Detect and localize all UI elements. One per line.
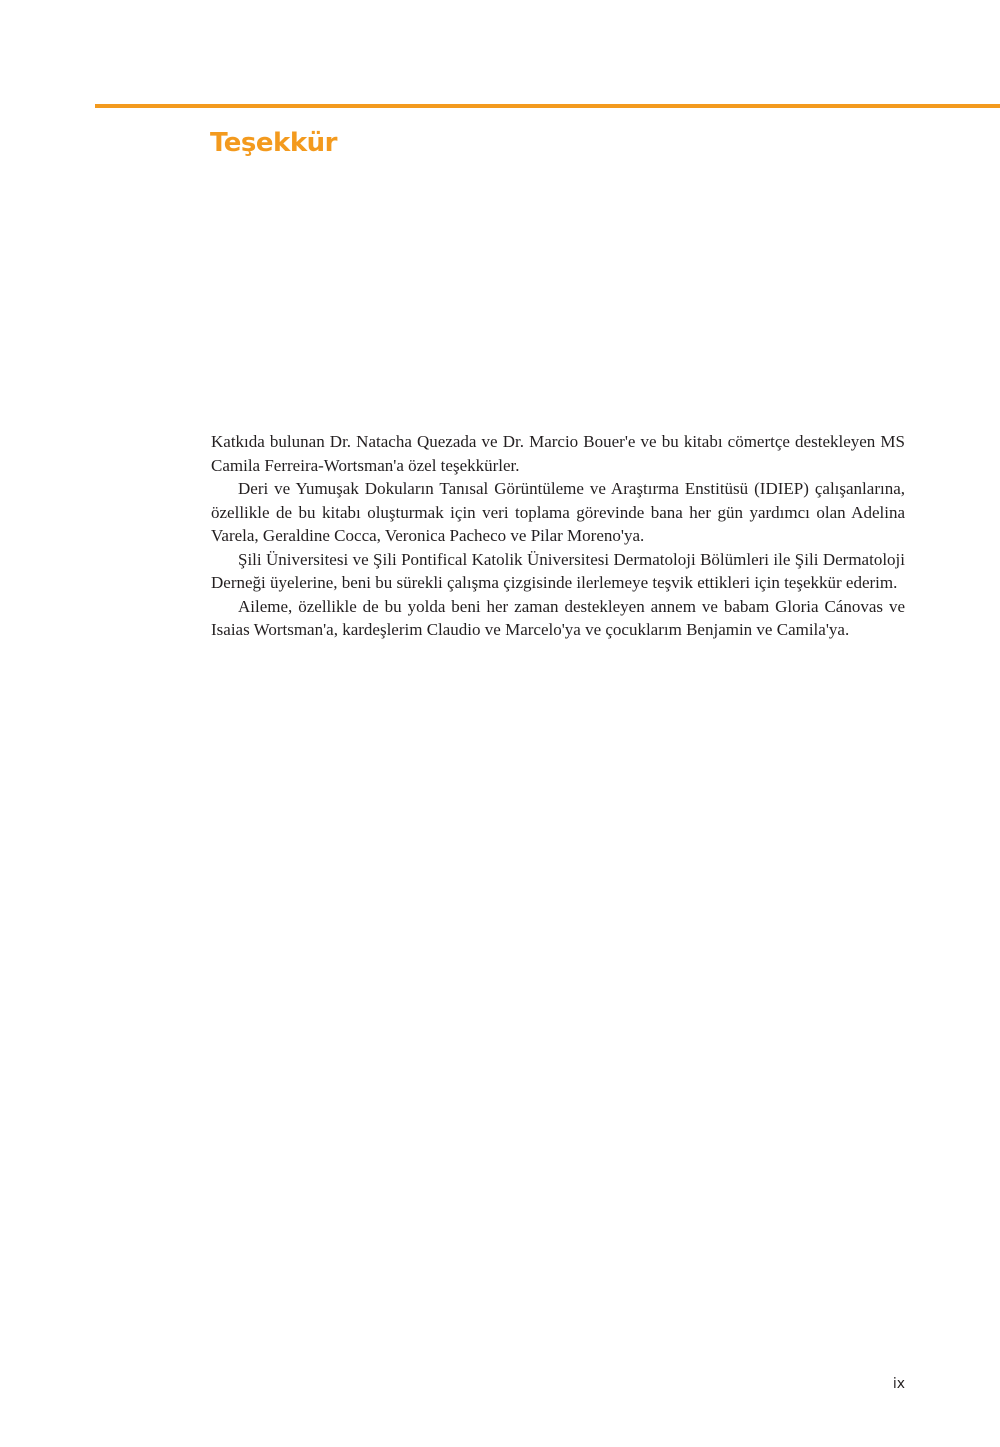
acknowledgements-body	[211, 430, 905, 642]
chapter-title: Teşekkür	[210, 128, 337, 158]
paragraph-2: Deri ve Yumuşak Dokuların Tanısal Görüntüleme ve Araştırma Enstitüsü (IDIEP) çalışanlarına, özellikle de bu kitabı oluşturmak için veri toplama görevinde bana her gün yardımcı olan Adelina Varela, Geraldine Cocca, Veronica Pacheco ve Pilar Moreno'ya.	[211, 479, 905, 545]
header-rule	[95, 104, 1000, 108]
page-number: ix	[892, 1376, 905, 1392]
paragraph-4: Aileme, özellikle de bu yolda beni her zaman destekleyen annem ve babam Gloria Cánovas ve Isaias Wortsman'a, kardeşlerim Claudio ve Marcelo'ya ve çocuklarım Benjamin ve Camila'ya.	[211, 596, 905, 639]
paragraph-3: Şili Üniversitesi ve Şili Pontifical Katolik Üniversitesi Dermatoloji Bölümleri ile Şili Dermatoloji Derneği üyelerine, beni bu sürekli çalışma çizgisinde ilerlemeye teşvik ettikleri için teşekkür ederim.	[211, 549, 905, 592]
paragraph-1: Katkıda bulunan Dr. Natacha Quezada ve Dr. Marcio Bouer'e ve bu kitabı cömertçe destekleyen MS Camila Ferreira-Wortsman'a özel teşekkürler.	[211, 432, 905, 475]
